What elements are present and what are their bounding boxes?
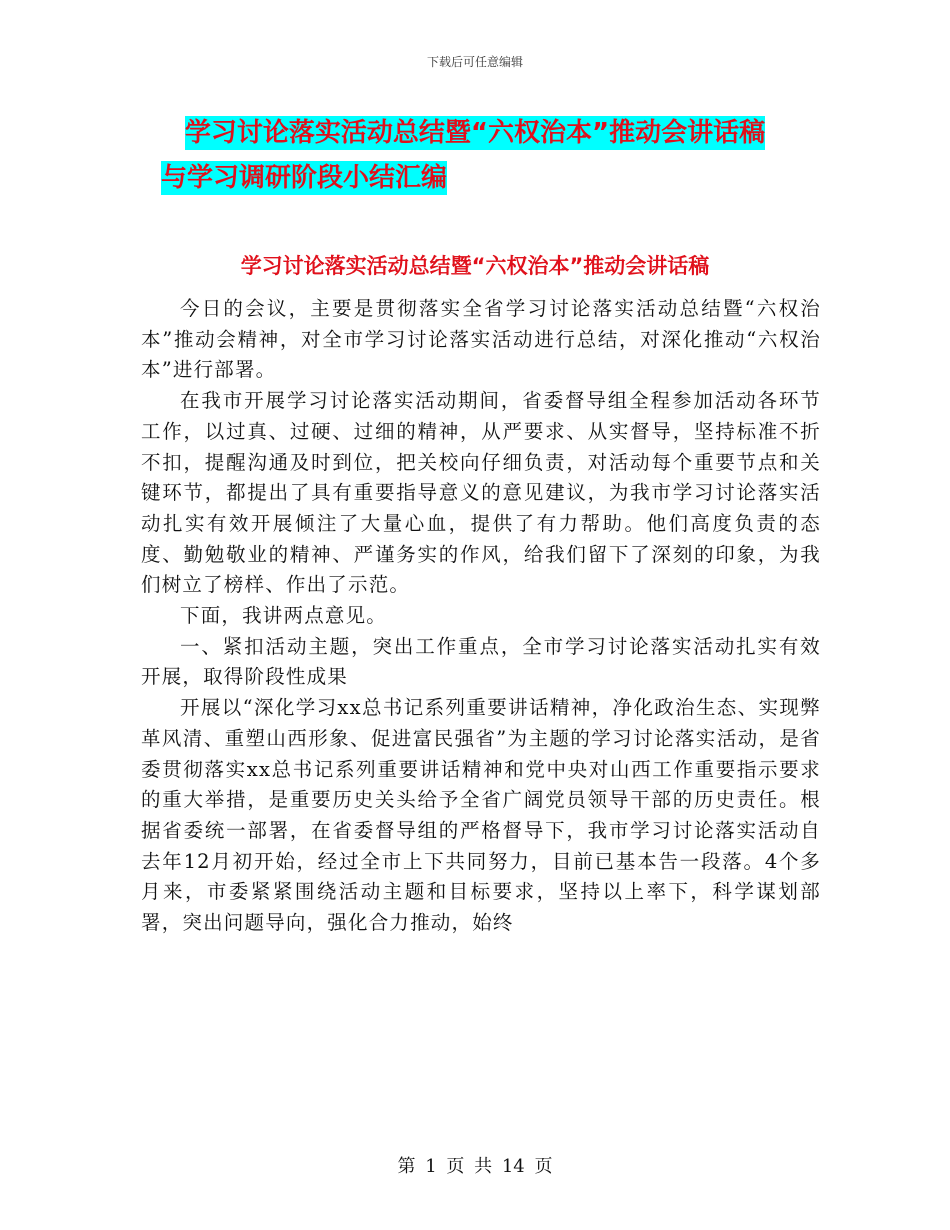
paragraph: 今日的会议，主要是贯彻落实全省学习讨论落实活动总结暨“六权治本”推动会精神，对全市学习讨论落实活动进行总结，对深化推动“六权治本”进行部署。 <box>141 297 821 382</box>
document-title-line-2 <box>0 157 779 194</box>
paragraph: 在我市开展学习讨论落实活动期间，省委督导组全程参加活动各环节工作，以过真、过硬、过细的精神，从严要求、从实督导，坚持标准不折不扣，提醒沟通及时到位，把关校向仔细负责，对活动每个重要节点和关键环节，都提出了具有重要指导意义的意见建议，为我市学习讨论落实活动扎实有效开展倾注了大量心血，提供了有力帮助。他们高度负责的态度、勤勉敬业的精神、严谨务实的作风，给我们留下了深刻的印象，为我们树立了榜样、作出了示范。 <box>141 389 821 597</box>
title-highlight: 学习讨论落实活动总结暨“六权治本”推动会讲话稿 <box>184 118 766 148</box>
document-body <box>141 294 821 939</box>
section-title: 学习讨论落实活动总结暨“六权治本”推动会讲话稿 <box>240 254 710 278</box>
paragraph: 开展以“深化学习xx总书记系列重要讲话精神，净化政治生态、实现弊革风清、重塑山西形象、促进富民强省”为主题的学习讨论落实活动，是省委贯彻落实xx总书记系列重要讲话精神和党中央对山西工作重要指示要求的重大举措，是重要历史关头给予全省广阔党员领导干部的历史责任。根据省委统一部署，在省委督导组的严格督导下，我市学习讨论落实活动自去年12月初开始，经过全市上下共同努力，目前已基本告一段落。4个多月来，市委紧紧围绕活动主题和目标要求，坚持以上率下，科学谋划部署，突出问题导向，强化合力推动，始终 <box>141 696 821 935</box>
title-highlight: 与学习调研阶段小结汇编 <box>160 163 447 193</box>
paragraph: 下面，我讲两点意见。 <box>180 604 388 628</box>
page-footer: 第 1 页 共 14 页 <box>397 1156 553 1177</box>
header-note: 下载后可任意编辑 <box>426 55 523 69</box>
paragraph: 一、紧扣活动主题，突出工作重点，全市学习讨论落实活动扎实有效开展，取得阶段性成果 <box>141 634 821 689</box>
document-title-line-1 <box>0 112 950 149</box>
